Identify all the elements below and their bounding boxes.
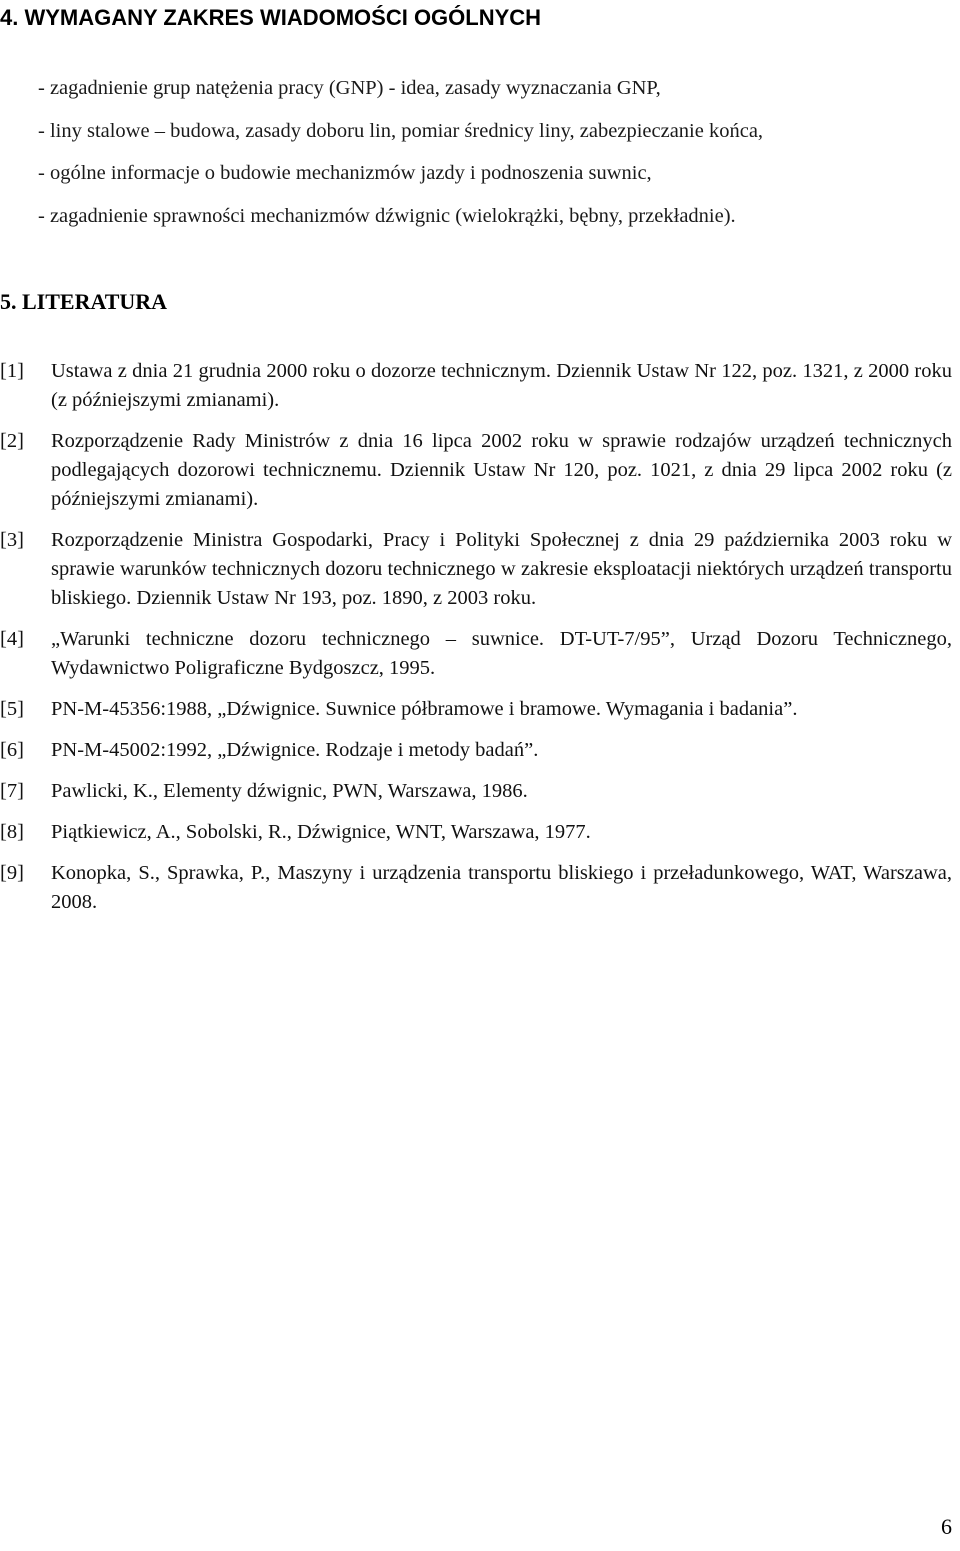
reference-text: Konopka, S., Sprawka, P., Maszyny i urządzenia transportu bliskiego i przeładunkowego, WAT, Warszawa, 2008. bbox=[51, 862, 952, 913]
reference-list bbox=[0, 357, 952, 929]
section-5-heading: 5. LITERATURA bbox=[0, 289, 168, 314]
reference-number: [9] bbox=[0, 862, 24, 884]
reference-text: PN-M-45002:1992, „Dźwignice. Rodzaje i metody badań”. bbox=[51, 739, 539, 761]
reference-number: [4] bbox=[0, 628, 24, 650]
section-4-heading: 4. WYMAGANY ZAKRES WIADOMOŚCI OGÓLNYCH bbox=[0, 5, 542, 30]
reference-item bbox=[0, 526, 952, 613]
topic-item: - zagadnienie grup natężenia pracy (GNP) - idea, zasady wyznaczania GNP, bbox=[38, 77, 661, 99]
reference-text: PN-M-45356:1988, „Dźwignice. Suwnice półbramowe i bramowe. Wymagania i badania”. bbox=[51, 698, 798, 720]
reference-item bbox=[0, 859, 952, 917]
topic-item: - liny stalowe – budowa, zasady doboru lin, pomiar średnicy liny, zabezpieczanie końca, bbox=[38, 119, 764, 142]
reference-number: [6] bbox=[0, 739, 24, 761]
reference-item bbox=[0, 695, 952, 724]
reference-number: [5] bbox=[0, 698, 24, 720]
reference-text: Ustawa z dnia 21 grudnia 2000 roku o dozorze technicznym. Dziennik Ustaw Nr 122, poz. 1321, z 2000 roku (z późniejszymi zmianami). bbox=[51, 360, 952, 411]
reference-text: „Warunki techniczne dozoru technicznego – suwnice. DT-UT-7/95”, Urząd Dozoru Technicznego, Wydawnictwo Poligraficzne Bydgoszcz, 1995. bbox=[51, 628, 952, 679]
reference-number: [7] bbox=[0, 780, 24, 802]
section-4-topic-list bbox=[38, 73, 763, 243]
reference-item bbox=[0, 357, 952, 415]
reference-number: [1] bbox=[0, 360, 24, 382]
reference-item bbox=[0, 777, 952, 806]
topic-item: - zagadnienie sprawności mechanizmów dźwignic (wielokrążki, bębny, przekładnie). bbox=[38, 204, 736, 227]
reference-item bbox=[0, 818, 952, 847]
reference-number: [2] bbox=[0, 430, 24, 452]
topic-item: - ogólne informacje o budowie mechanizmów jazdy i podnoszenia suwnic, bbox=[38, 162, 652, 184]
reference-item bbox=[0, 625, 952, 683]
reference-text: Piątkiewicz, A., Sobolski, R., Dźwignice, WNT, Warszawa, 1977. bbox=[51, 821, 591, 843]
reference-text: Rozporządzenie Ministra Gospodarki, Pracy i Polityki Społecznej z dnia 29 października 2003 roku w sprawie warunków technicznych dozoru technicznego w zakresie eksploatacji niektórych urządzeń transportu bliskiego. Dziennik Ustaw Nr 193, poz. 1890, z 2003 roku. bbox=[51, 529, 952, 609]
reference-item bbox=[0, 427, 952, 514]
reference-item bbox=[0, 736, 952, 765]
reference-number: [8] bbox=[0, 821, 24, 843]
reference-text: Pawlicki, K., Elementy dźwignic, PWN, Warszawa, 1986. bbox=[51, 780, 528, 802]
reference-text: Rozporządzenie Rady Ministrów z dnia 16 lipca 2002 roku w sprawie rodzajów urządzeń technicznych podlegających dozorowi technicznemu. Dziennik Ustaw Nr 120, poz. 1021, z dnia 29 lipca 2002 roku (z późniejszymi zmianami). bbox=[51, 430, 952, 510]
reference-number: [3] bbox=[0, 529, 24, 551]
page-number: 6 bbox=[941, 1514, 952, 1539]
